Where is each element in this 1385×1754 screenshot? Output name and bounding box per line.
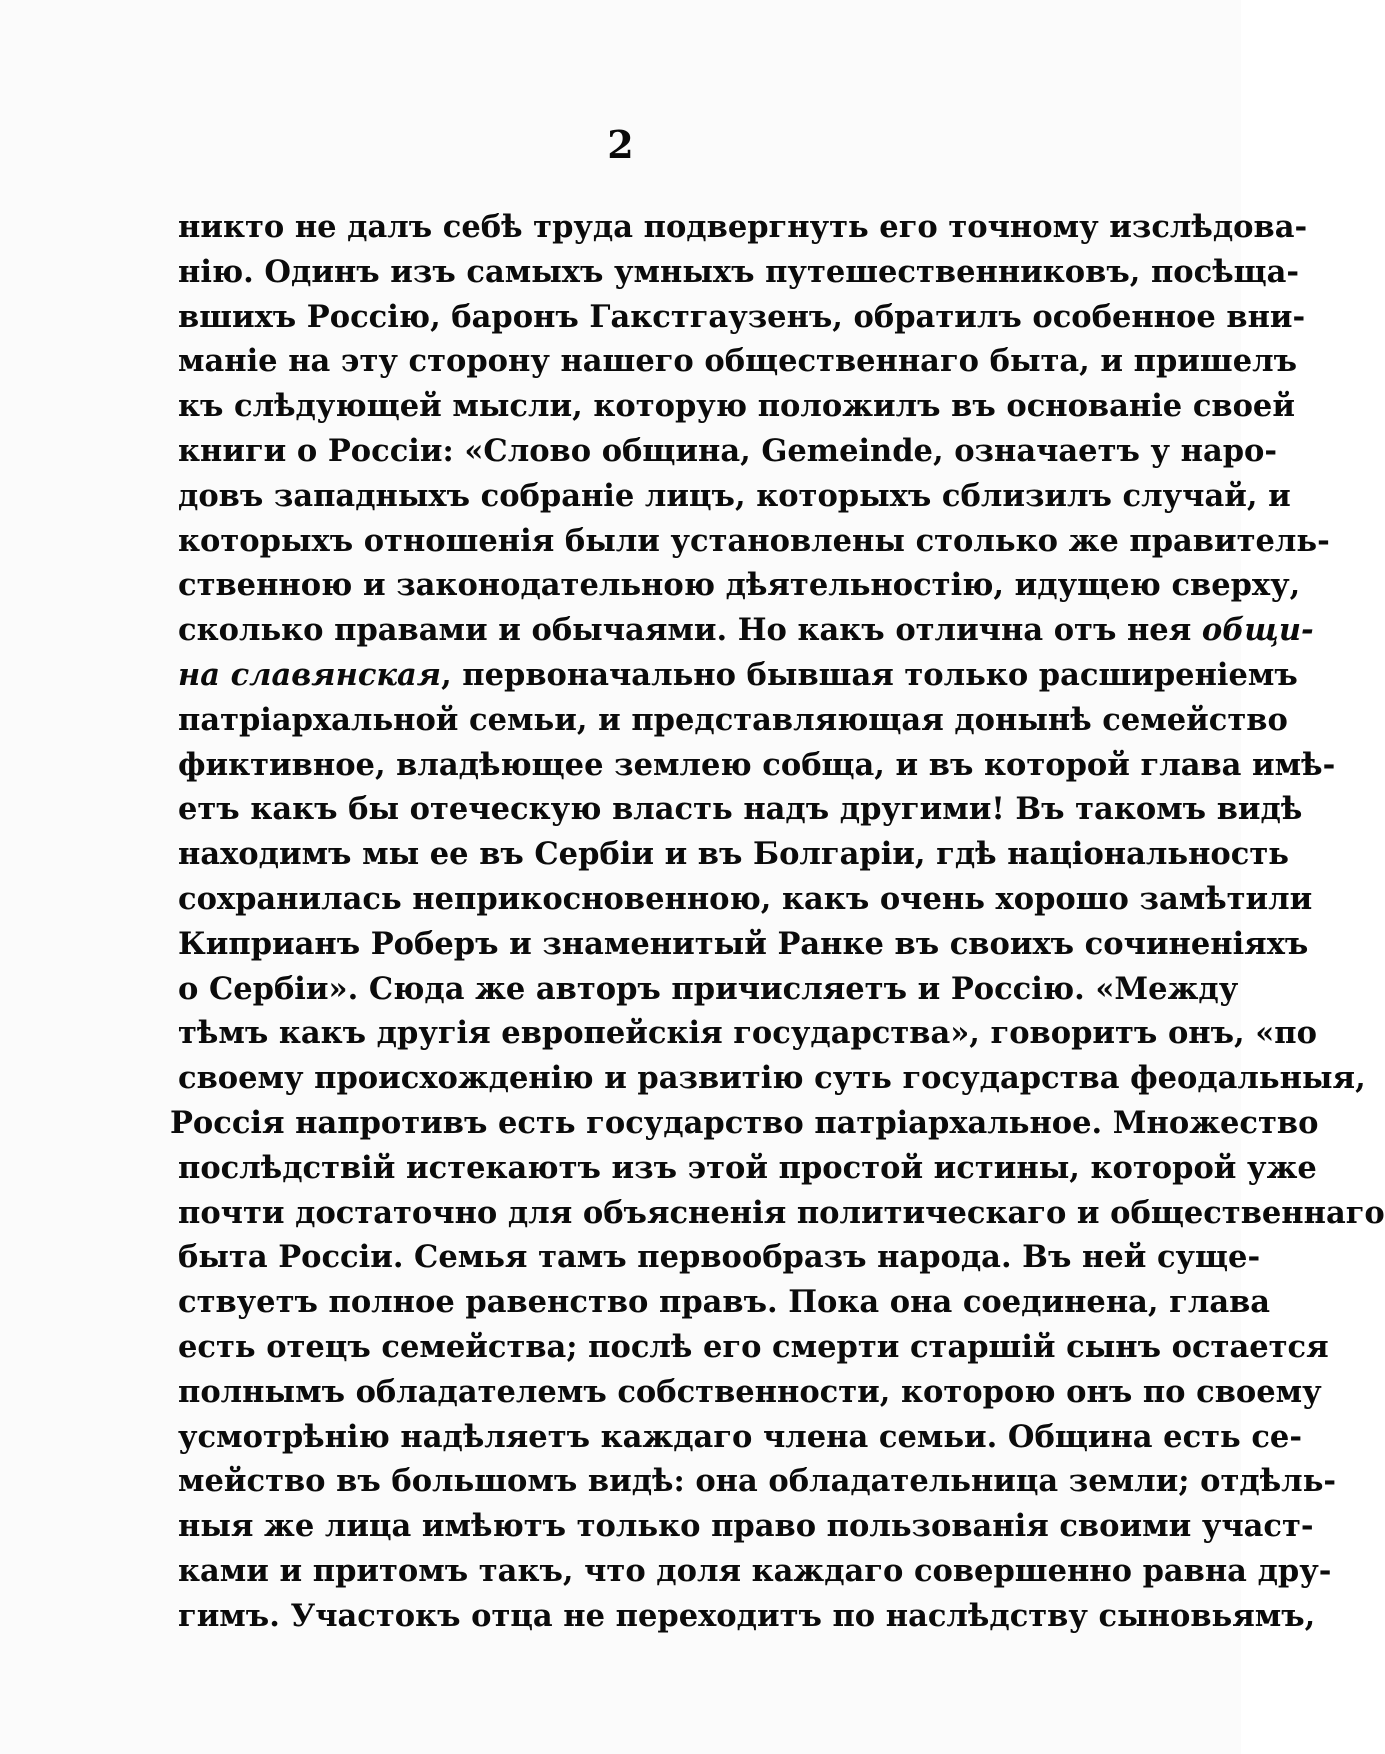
text-line: почти достаточно для объясненія политическаго и общественнаго [178,1194,1385,1231]
text-line: вшихъ Россію, баронъ Гакстгаузенъ, обратилъ особенное вни- [178,298,1306,335]
text-line: къ слѣдующей мысли, которую положилъ въ основаніе своей [178,388,1295,425]
text-line: ствуетъ полное равенство правъ. Пока она соединена, глава [178,1284,1271,1321]
italic-term: общи- [1201,612,1314,649]
text-line: ками и притомъ такъ, что доля каждаго совершенно равна дру- [178,1552,1332,1589]
text-line: есть отецъ семейства; послѣ его смерти старшій сынъ остается [178,1328,1329,1365]
text-line: послѣдствій истекаютъ изъ этой простой истины, которой уже [178,1149,1317,1186]
text-line: маніе на эту сторону нашего общественнаго быта, и пришелъ [178,343,1298,380]
text-line: о Сербіи». Сюда же авторъ причисляетъ и Россію. «Между [178,970,1239,1007]
body-text [170,205,1385,1639]
text-line: етъ какъ бы отеческую власть надъ другими! Въ такомъ видѣ [178,791,1303,828]
text-line: которыхъ отношенія были установлены столько же правитель- [178,522,1330,559]
text-line: ныя же лица имѣютъ только право пользованія своими участ- [178,1508,1314,1545]
text-line: находимъ мы ее въ Сербіи и въ Болгаріи, гдѣ національность [178,836,1289,873]
page-number: 2 [607,122,634,167]
text-line: нію. Одинъ изъ самыхъ умныхъ путешественниковъ, посѣща- [178,253,1300,290]
text-line: довъ западныхъ собраніе лицъ, которыхъ сблизилъ случай, и [178,477,1291,514]
text-line: Киприанъ Роберъ и знаменитый Ранке въ своихъ сочиненіяхъ [178,925,1309,962]
text-line: ственною и законодательною дѣятельностію, идущею сверху, [178,567,1301,604]
text-line: патріархальной семьи, и представляющая донынѣ семейство [178,701,1288,738]
text-line: фиктивное, владѣющее землею собща, и въ которой глава имѣ- [178,746,1336,783]
text-line: полнымъ обладателемъ собственности, которою онъ по своему [178,1373,1322,1410]
text-line: никто не далъ себѣ труда подвергнуть его точному изслѣдова- [178,209,1308,245]
text-line: сохранилась неприкосновенною, какъ очень хорошо замѣтили [178,880,1313,917]
line-plain-part: , первоначально бывшая только расширеніемъ [441,656,1298,693]
text-line: Россія напротивъ есть государство патріархальное. Множество [170,1104,1319,1141]
text-line: быта Россіи. Семья тамъ первообразъ народа. Въ ней суще- [178,1239,1261,1276]
text-line: гимъ. Участокъ отца не переходитъ по наслѣдству сыновьямъ, [178,1597,1316,1634]
text-line: мейство въ большомъ видѣ: она обладательница земли; отдѣль- [178,1463,1337,1500]
text-line: своему происхожденію и развитію суть государства феодальныя, [178,1060,1366,1097]
italic-term: на славянская [178,656,442,693]
text-line: усмотрѣнію надѣляетъ каждаго члена семьи. Община есть се- [178,1418,1302,1455]
text-line: тѣмъ какъ другія европейскія государства», говоритъ онъ, «по [178,1015,1317,1052]
text-line-with-italic [178,608,1314,653]
line-plain-part: сколько правами и обычаями. Но какъ отлична отъ нея [178,612,1202,649]
text-line: книги о Россіи: «Слово община, Gemeinde, означаетъ у наро- [178,432,1278,469]
text-line-with-italic [178,653,1298,698]
